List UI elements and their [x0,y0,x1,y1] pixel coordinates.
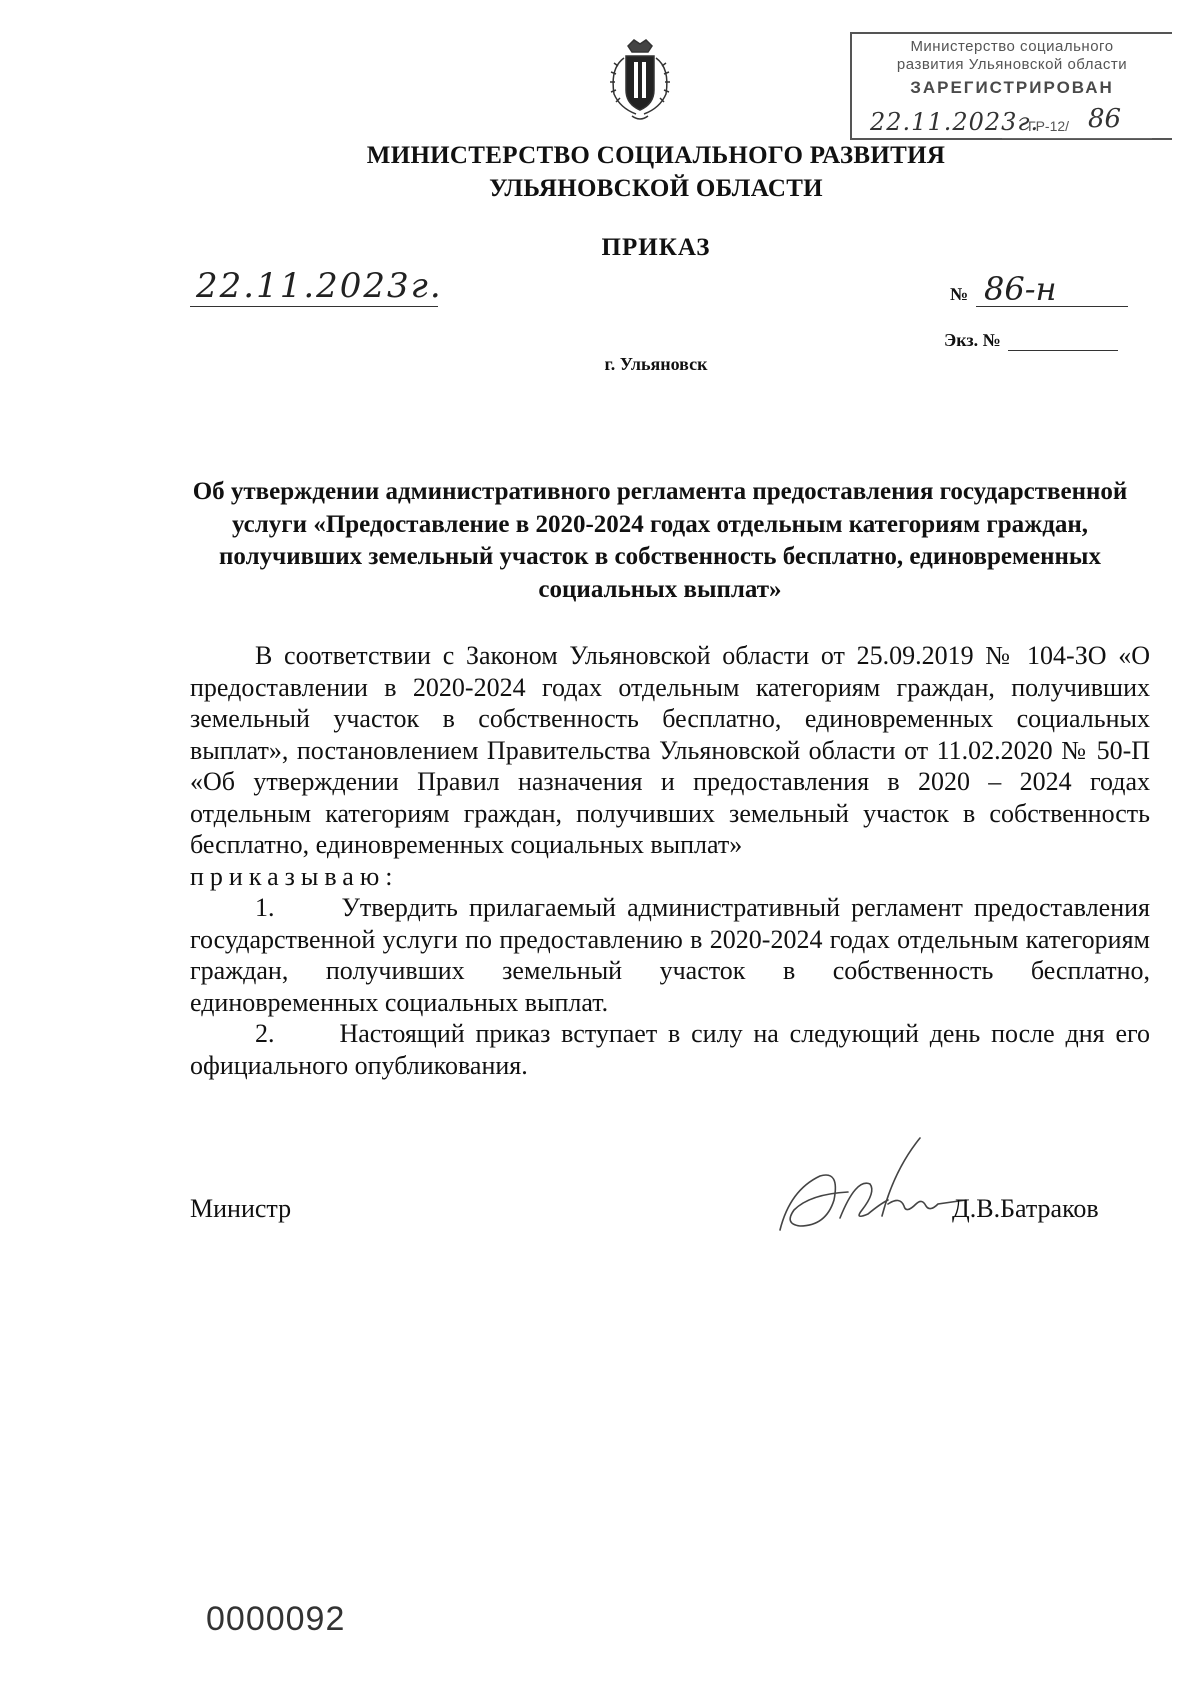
ministry-name-line1: МИНИСТЕРСТВО СОЦИАЛЬНОГО РАЗВИТИЯ [366,142,946,169]
stamp-reg-number: 86 [1088,104,1122,134]
order-item-2 [190,1018,1150,1081]
handwritten-signature-icon [770,1130,970,1240]
stamp-underline [1002,138,1152,139]
preamble-text: В соответствии с Законом Ульяновской области от 25.09.2019 № 104-ЗО «О предоставлении в 2020-2024 годах отдельным категориям граждан, получивших земельный участок в собственность бесплатно, единовременных социальных выплат», постановлением Правительства Ульяновской области от 11.02.2020 № 50-П «Об утверждении Правил назначения и предоставления в 2020 – 2024 годах отдельным категориям граждан, получивших земельный участок в собственность бесплатно, единовременных социальных выплат» [190,641,1150,859]
document-type: ПРИКАЗ [601,234,711,261]
stamp-status: ЗАРЕГИСТРИРОВАН [910,78,1114,97]
registration-stamp [850,32,1172,140]
order-item-number: 1. [255,893,275,922]
stamp-line1: Министерство социального [910,38,1114,55]
stamp-reg-prefix: ГР-12/ [1028,118,1070,134]
order-word: приказываю: [190,861,399,891]
order-subject: Об утверждении административного регламента предоставления государственной услуги «Предоставление в 2020-2024 годах отдельным категориям граждан, получивших земельный участок в собственность бесплатно, единовременных социальных выплат» [192,478,1128,603]
date-line [190,306,438,307]
city: г. Ульяновск [604,354,708,374]
number-line [976,306,1128,307]
document-serial-number: 0000092 [206,1600,346,1638]
copy-number-line [1008,350,1118,351]
order-date: 22.11.2023г. [196,266,443,306]
preamble-paragraph [190,640,1150,861]
copy-number-label: Экз. № [944,330,1001,350]
signer-role: Министр [190,1194,292,1223]
ministry-name-line2: УЛЬЯНОВСКОЙ ОБЛАСТИ [489,175,823,202]
order-item-text: Утвердить прилагаемый административный регламент предоставления государственной услуги по предоставлению в 2020-2024 годах отдельным категориям граждан, получивших земельный участок в собственность бесплатно, единовременных социальных выплат. [190,893,1150,1017]
stamp-line2: развития Ульяновской области [896,56,1128,73]
order-item-1 [190,892,1150,1018]
order-item-text: Настоящий приказ вступает в силу на следующий день после дня его официального опубликования. [190,1019,1150,1080]
order-item-number: 2. [255,1019,275,1048]
signer-name: Д.В.Батраков [952,1194,1099,1223]
stamp-date: 22.11.2023г. [870,108,1040,136]
order-body [190,640,1150,1081]
order-number: 86-н [984,270,1057,308]
order-word-paragraph [190,861,1150,893]
coat-of-arms-icon [602,38,678,124]
number-label: № [950,284,969,304]
